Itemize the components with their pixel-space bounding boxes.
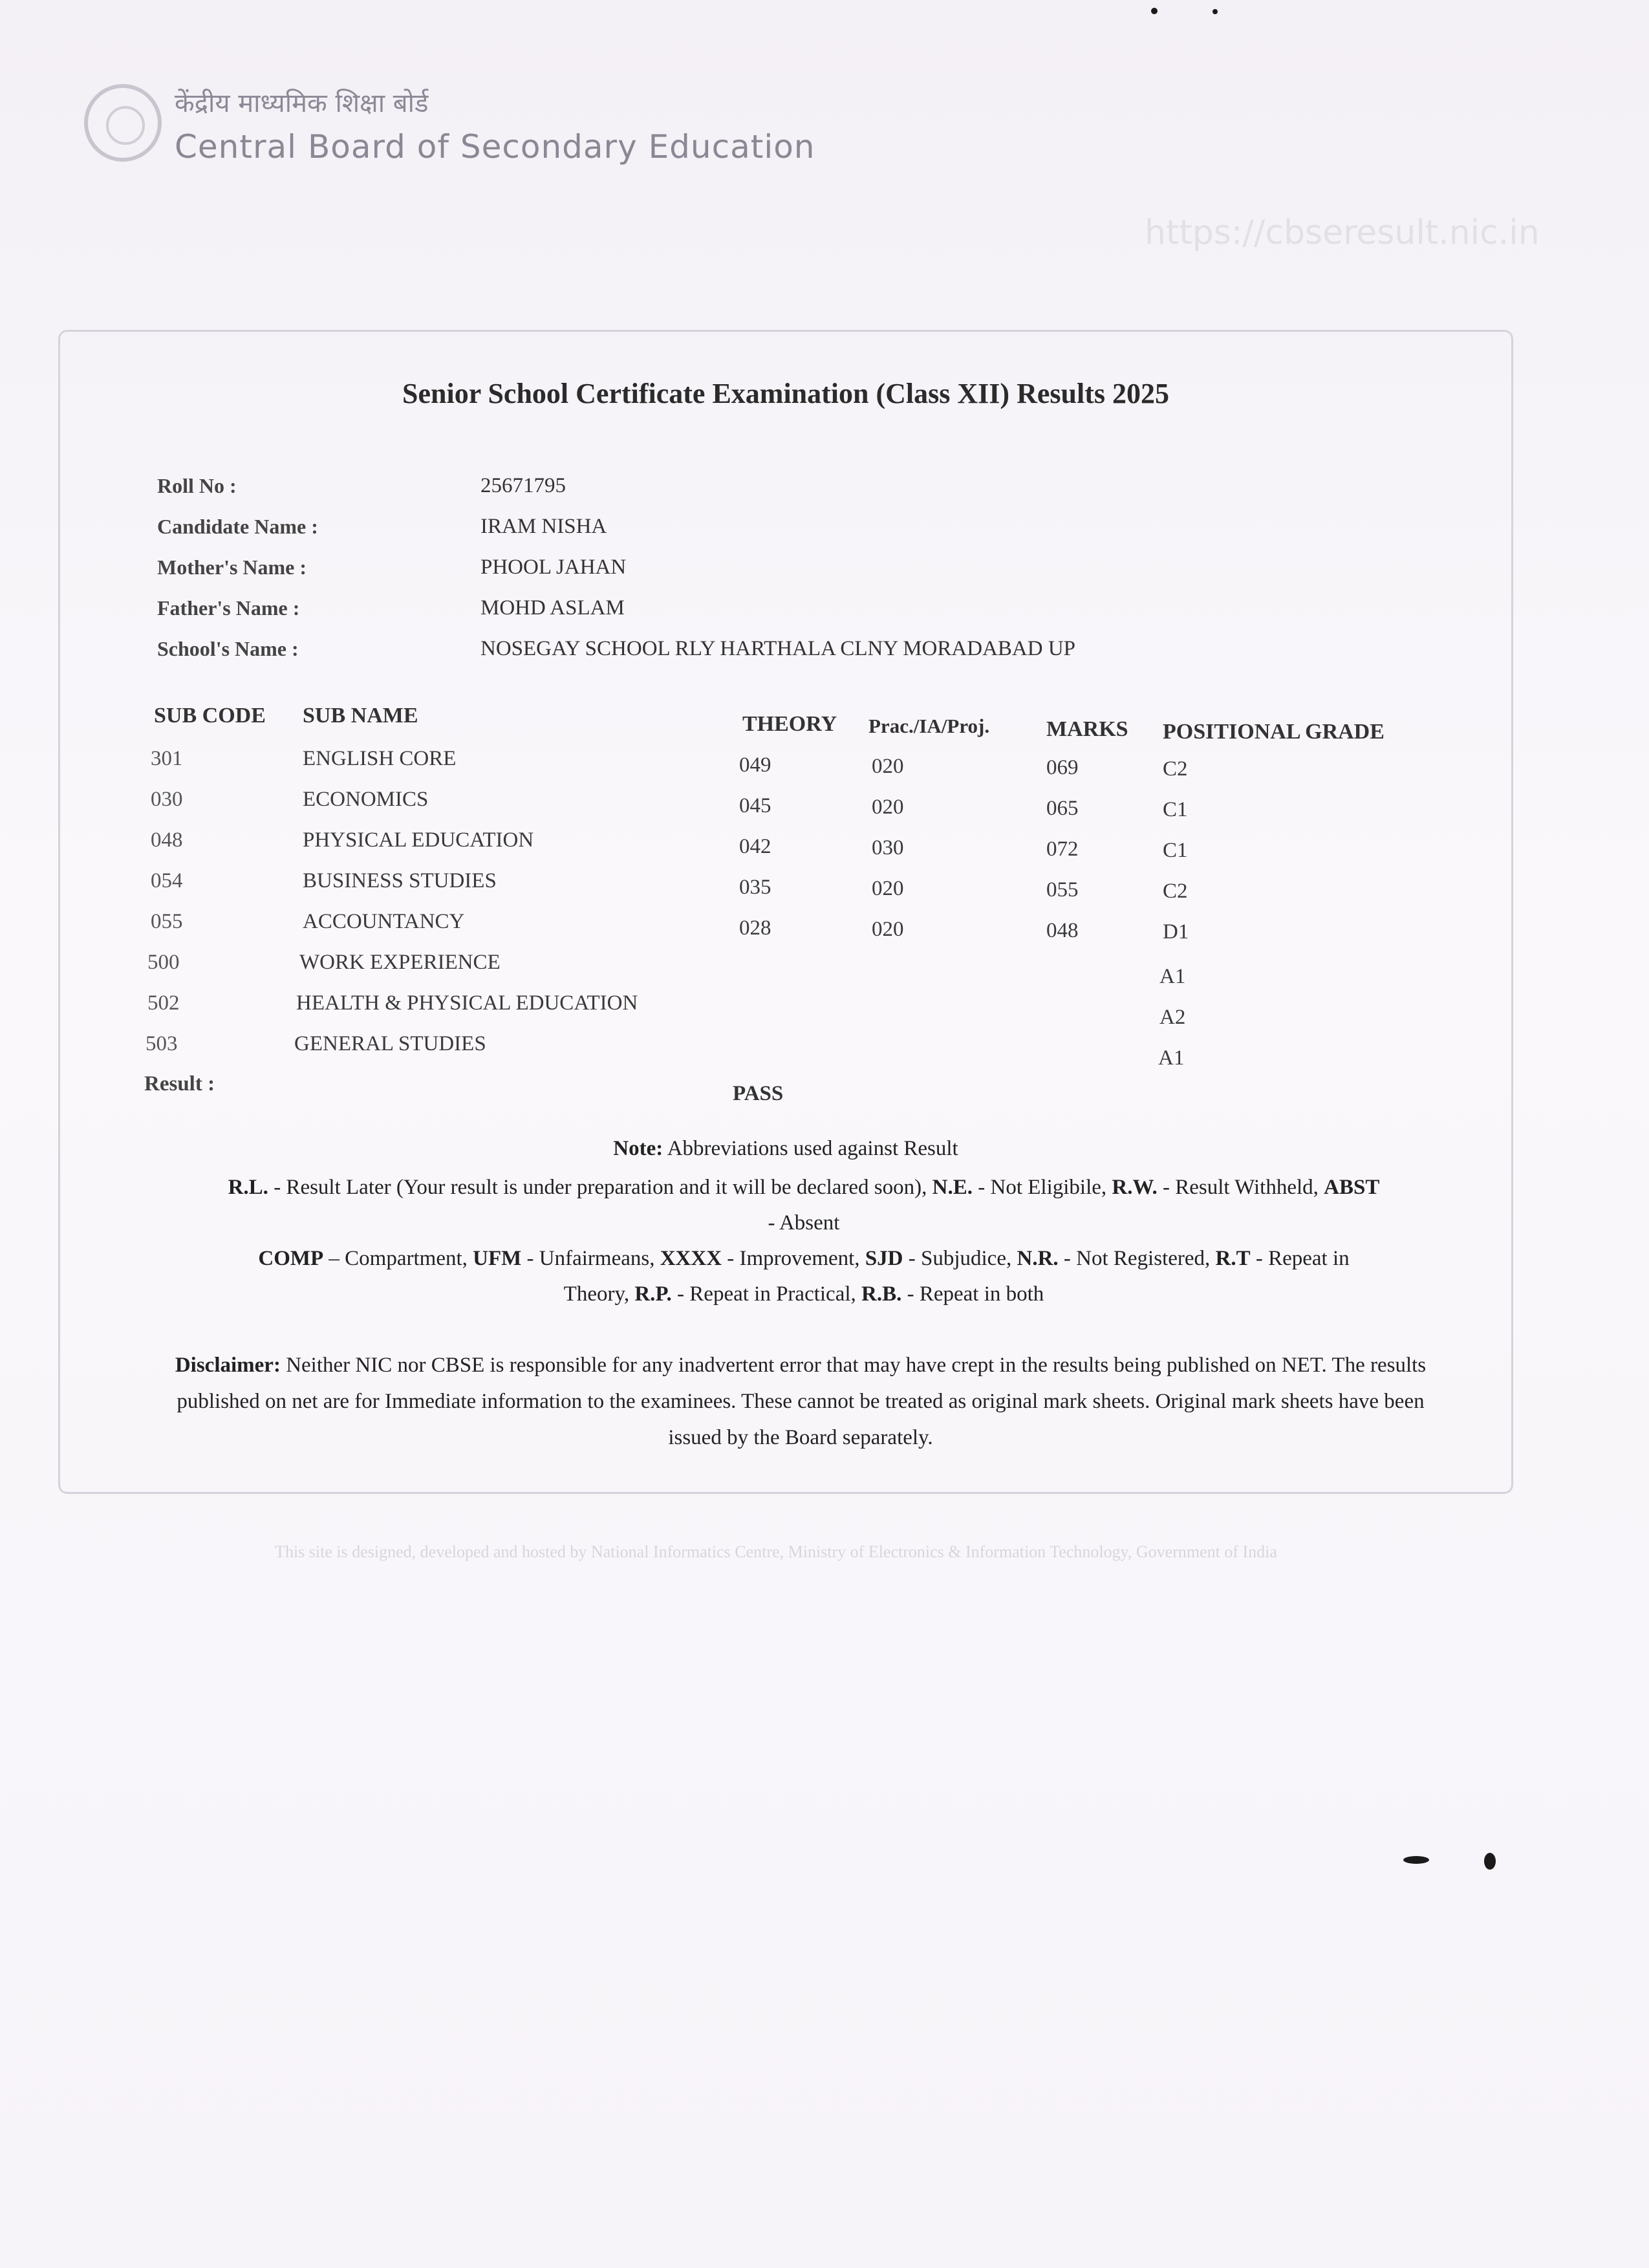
father-name-value: MOHD ASLAM [480,596,625,620]
page-title: Senior School Certificate Examination (Class XII) Results 2025 [402,378,1169,409]
scan-smudge [1484,1853,1496,1870]
father-name-row [157,596,1450,635]
theory-marks: 045 [739,794,771,817]
positional-grade: A1 [1159,965,1186,988]
positional-grade: C1 [1163,839,1188,862]
scan-smudge [1212,9,1218,14]
mother-name-label: Mother's Name : [157,556,307,579]
practical-marks: 030 [872,836,904,859]
footer-credit: This site is designed, developed and hosted by National Informatics Centre, Ministry of Electronics & Information Technology, Government of India [275,1542,1277,1561]
roll-no-label: Roll No : [157,474,237,497]
disclaimer [151,1347,1450,1456]
scan-smudge [1403,1856,1429,1864]
sub-code: 301 [151,747,183,770]
mother-name-value: PHOOL JAHAN [480,556,627,579]
table-row [60,1032,1515,1071]
sub-code: 500 [147,951,180,974]
school-name-row [157,637,1450,676]
total-marks: 055 [1046,878,1079,902]
abbreviation-line-3: COMP – Compartment, UFM - Unfairmeans, XXXX - Improvement, SJD - Subjudice, N.R. - Not Registered, R.T - Repeat in [258,1247,1350,1270]
sub-name: WORK EXPERIENCE [299,951,501,974]
sub-name: ENGLISH CORE [303,747,457,770]
abbreviation-line-2: - Absent [768,1211,840,1235]
positional-grade: C1 [1163,798,1188,821]
cbse-emblem-icon [84,84,162,162]
table-row [60,747,1515,786]
practical-marks: 020 [872,877,904,900]
positional-grade: A1 [1158,1046,1185,1070]
sub-name: BUSINESS STUDIES [303,869,497,892]
theory-marks: 028 [739,916,771,940]
theory-marks: 049 [739,753,771,777]
positional-grade: D1 [1163,920,1189,944]
school-name-value: NOSEGAY SCHOOL RLY HARTHALA CLNY MORADABAD UP [480,637,1076,660]
result-label: Result : [144,1072,215,1096]
sub-code: 055 [151,910,183,933]
total-marks: 069 [1046,756,1079,779]
col-practical: Prac./IA/Proj. [868,715,990,737]
mother-name-row [157,556,1450,594]
table-row [60,910,1515,949]
sub-code: 502 [147,991,180,1015]
col-marks: MARKS [1046,717,1128,741]
sub-code: 503 [146,1032,178,1055]
table-row [60,869,1515,908]
table-row [60,788,1515,826]
col-sub-code: SUB CODE [154,704,266,728]
sub-code: 054 [151,869,183,892]
sub-name: ACCOUNTANCY [303,910,465,933]
candidate-name-label: Candidate Name : [157,515,318,538]
total-marks: 072 [1046,837,1079,861]
result-card [58,330,1513,1494]
col-sub-name: SUB NAME [303,704,418,728]
total-marks: 065 [1046,797,1079,820]
col-positional-grade: POSITIONAL GRADE [1163,720,1385,744]
note-text: Abbreviations used against Result [667,1137,958,1160]
sub-code: 048 [151,828,183,852]
faded-url-watermark: https://cbseresult.nic.in [1145,213,1540,252]
note-heading [60,1137,1511,1161]
scan-smudge [1151,8,1158,14]
table-row [60,951,1515,989]
disclaimer-text: Neither NIC nor CBSE is responsible for any inadvertent error that may have crept in the results being published on NET. The results published on net are for Immediate information to the examinees. These cannot be treated as original mark sheets. Original mark sheets have been issued by the Board separately. [177,1354,1427,1449]
board-header [78,78,854,181]
positional-grade: C2 [1163,757,1188,781]
roll-no-value: 25671795 [480,474,566,497]
positional-grade: A2 [1159,1006,1186,1029]
theory-marks: 035 [739,876,771,899]
col-theory: THEORY [742,712,837,736]
candidate-name-row [157,515,1450,554]
sub-name: ECONOMICS [303,788,429,811]
abbreviation-line-4: Theory, R.P. - Repeat in Practical, R.B. - Repeat in both [563,1282,1044,1306]
positional-grade: C2 [1163,880,1188,903]
sub-name: PHYSICAL EDUCATION [303,828,534,852]
result-value: PASS [733,1082,784,1105]
disclaimer-label: Disclaimer: [175,1354,281,1377]
father-name-label: Father's Name : [157,596,300,620]
practical-marks: 020 [872,918,904,941]
note-label: Note: [613,1137,663,1160]
school-name-label: School's Name : [157,637,299,660]
table-row [60,991,1515,1030]
practical-marks: 020 [872,755,904,778]
practical-marks: 020 [872,795,904,819]
total-marks: 048 [1046,919,1079,942]
board-name-hindi: केंद्रीय माध्यमिक शिक्षा बोर्ड [175,89,429,118]
sub-name: HEALTH & PHYSICAL EDUCATION [296,991,638,1015]
sub-code: 030 [151,788,183,811]
sub-name: GENERAL STUDIES [294,1032,486,1055]
roll-no-row [157,474,1450,513]
table-row [60,828,1515,867]
candidate-name-value: IRAM NISHA [480,515,607,538]
abbreviation-line-1: R.L. - Result Later (Your result is under preparation and it will be declared soon), N.E. - Not Eligibile, R.W. - Result Withheld, ABST [228,1176,1380,1199]
board-name-english: Central Board of Secondary Education [175,128,815,166]
theory-marks: 042 [739,835,771,858]
